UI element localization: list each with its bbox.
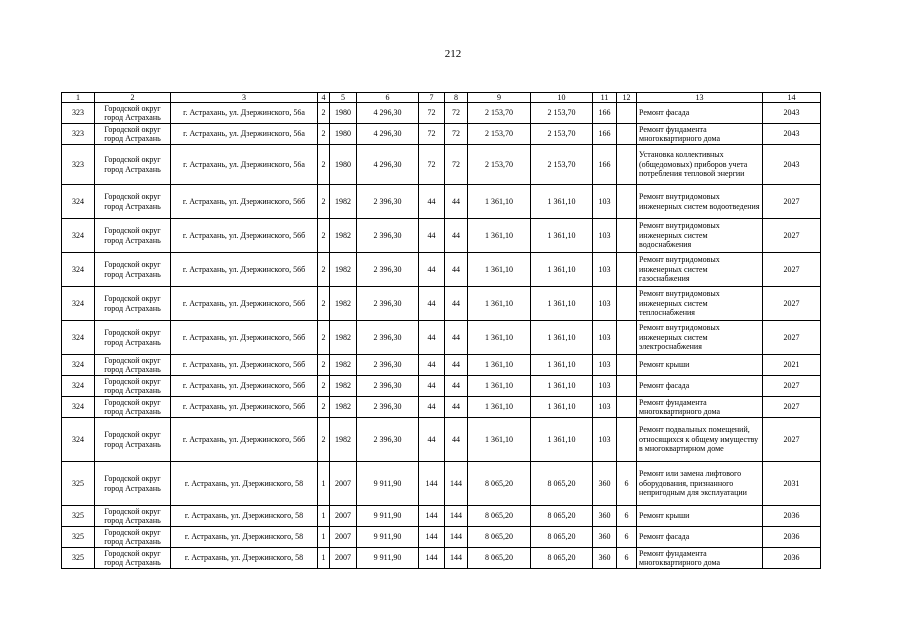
cell-planned-year: 2043 xyxy=(763,124,821,145)
cell-work-type: Ремонт фундамента многоквартирного дома xyxy=(637,124,763,145)
cell-municipality: Городской округ город Астрахань xyxy=(95,527,171,548)
cell-municipality: Городской округ город Астрахань xyxy=(95,462,171,506)
column-number-3: 3 xyxy=(171,93,318,103)
cell-work-type: Ремонт фундамента многоквартирного дома xyxy=(637,397,763,418)
cell-apartments-residential: 44 xyxy=(445,219,468,253)
table-row xyxy=(62,527,821,548)
cell-residents: 103 xyxy=(593,355,617,376)
cell-planned-year: 2027 xyxy=(763,253,821,287)
cell-floors: 2 xyxy=(318,103,330,124)
cell-address: г. Астрахань, ул. Дзержинского, 58 xyxy=(171,506,318,527)
cell-municipality: Городской округ город Астрахань xyxy=(95,145,171,185)
cell-lifts xyxy=(617,253,637,287)
cell-address: г. Астрахань, ул. Дзержинского, 56б xyxy=(171,355,318,376)
cell-lifts xyxy=(617,287,637,321)
cell-work-type: Ремонт внутридомовых инженерных систем теплоснабжения xyxy=(637,287,763,321)
cell-lifts xyxy=(617,103,637,124)
cell-municipality: Городской округ город Астрахань xyxy=(95,219,171,253)
cell-residential-area: 8 065,20 xyxy=(468,527,531,548)
cell-residents: 103 xyxy=(593,376,617,397)
cell-owned-area: 8 065,20 xyxy=(531,462,593,506)
cell-apartments-total: 44 xyxy=(419,253,445,287)
cell-apartments-residential: 144 xyxy=(445,506,468,527)
cell-apartments-residential: 44 xyxy=(445,376,468,397)
cell-floors: 2 xyxy=(318,185,330,219)
cell-municipality: Городской округ город Астрахань xyxy=(95,103,171,124)
cell-municipality: Городской округ город Астрахань xyxy=(95,397,171,418)
cell-address: г. Астрахань, ул. Дзержинского, 56б xyxy=(171,253,318,287)
cell-floors: 1 xyxy=(318,527,330,548)
cell-row-id: 324 xyxy=(62,355,95,376)
cell-owned-area: 1 361,10 xyxy=(531,355,593,376)
cell-lifts xyxy=(617,219,637,253)
cell-planned-year: 2027 xyxy=(763,418,821,462)
cell-address: г. Астрахань, ул. Дзержинского, 56а xyxy=(171,145,318,185)
cell-residents: 360 xyxy=(593,527,617,548)
cell-total-area: 2 396,30 xyxy=(357,287,419,321)
table-row xyxy=(62,185,821,219)
cell-total-area: 2 396,30 xyxy=(357,418,419,462)
cell-apartments-residential: 72 xyxy=(445,124,468,145)
cell-total-area: 9 911,90 xyxy=(357,462,419,506)
column-number-10: 10 xyxy=(531,93,593,103)
cell-municipality: Городской округ город Астрахань xyxy=(95,376,171,397)
table-row xyxy=(62,506,821,527)
cell-lifts: 6 xyxy=(617,506,637,527)
cell-floors: 2 xyxy=(318,145,330,185)
cell-planned-year: 2027 xyxy=(763,321,821,355)
cell-apartments-total: 72 xyxy=(419,103,445,124)
cell-apartments-residential: 144 xyxy=(445,548,468,569)
cell-residential-area: 1 361,10 xyxy=(468,287,531,321)
cell-lifts: 6 xyxy=(617,462,637,506)
cell-municipality: Городской округ город Астрахань xyxy=(95,355,171,376)
column-number-5: 5 xyxy=(330,93,357,103)
table-row xyxy=(62,321,821,355)
cell-row-id: 324 xyxy=(62,185,95,219)
cell-apartments-residential: 44 xyxy=(445,321,468,355)
cell-apartments-total: 44 xyxy=(419,397,445,418)
cell-work-type: Ремонт внутридомовых инженерных систем электроснабжения xyxy=(637,321,763,355)
cell-planned-year: 2036 xyxy=(763,548,821,569)
column-number-12: 12 xyxy=(617,93,637,103)
column-number-8: 8 xyxy=(445,93,468,103)
cell-floors: 2 xyxy=(318,397,330,418)
cell-planned-year: 2043 xyxy=(763,145,821,185)
cell-work-type: Ремонт крыши xyxy=(637,355,763,376)
cell-address: г. Астрахань, ул. Дзержинского, 58 xyxy=(171,548,318,569)
cell-row-id: 324 xyxy=(62,376,95,397)
cell-municipality: Городской округ город Астрахань xyxy=(95,124,171,145)
cell-total-area: 2 396,30 xyxy=(357,397,419,418)
cell-residents: 166 xyxy=(593,124,617,145)
cell-work-type: Установка коллективных (общедомовых) приборов учета потребления тепловой энергии xyxy=(637,145,763,185)
cell-residents: 103 xyxy=(593,185,617,219)
cell-total-area: 2 396,30 xyxy=(357,355,419,376)
cell-planned-year: 2036 xyxy=(763,506,821,527)
table-row xyxy=(62,253,821,287)
cell-address: г. Астрахань, ул. Дзержинского, 56б xyxy=(171,321,318,355)
cell-row-id: 324 xyxy=(62,397,95,418)
cell-floors: 2 xyxy=(318,219,330,253)
cell-apartments-residential: 44 xyxy=(445,397,468,418)
cell-row-id: 324 xyxy=(62,418,95,462)
cell-owned-area: 2 153,70 xyxy=(531,145,593,185)
table-row xyxy=(62,397,821,418)
cell-residents: 360 xyxy=(593,548,617,569)
column-number-row xyxy=(62,93,821,103)
cell-municipality: Городской округ город Астрахань xyxy=(95,548,171,569)
column-number-4: 4 xyxy=(318,93,330,103)
cell-owned-area: 1 361,10 xyxy=(531,418,593,462)
cell-planned-year: 2027 xyxy=(763,185,821,219)
cell-residents: 103 xyxy=(593,397,617,418)
cell-planned-year: 2027 xyxy=(763,376,821,397)
cell-work-type: Ремонт внутридомовых инженерных систем водоснабжения xyxy=(637,219,763,253)
column-number-13: 13 xyxy=(637,93,763,103)
cell-total-area: 2 396,30 xyxy=(357,321,419,355)
cell-floors: 2 xyxy=(318,287,330,321)
cell-total-area: 4 296,30 xyxy=(357,145,419,185)
cell-floors: 2 xyxy=(318,418,330,462)
table-row xyxy=(62,103,821,124)
cell-apartments-residential: 44 xyxy=(445,418,468,462)
table-body xyxy=(62,93,821,569)
column-number-11: 11 xyxy=(593,93,617,103)
cell-apartments-residential: 44 xyxy=(445,185,468,219)
cell-total-area: 9 911,90 xyxy=(357,506,419,527)
table-row xyxy=(62,287,821,321)
cell-floors: 1 xyxy=(318,462,330,506)
cell-lifts xyxy=(617,376,637,397)
cell-residential-area: 1 361,10 xyxy=(468,376,531,397)
cell-lifts xyxy=(617,124,637,145)
cell-residents: 103 xyxy=(593,287,617,321)
cell-floors: 2 xyxy=(318,321,330,355)
cell-residents: 166 xyxy=(593,103,617,124)
cell-row-id: 325 xyxy=(62,527,95,548)
cell-total-area: 2 396,30 xyxy=(357,376,419,397)
cell-residential-area: 8 065,20 xyxy=(468,462,531,506)
cell-floors: 2 xyxy=(318,376,330,397)
cell-apartments-residential: 144 xyxy=(445,527,468,548)
column-number-6: 6 xyxy=(357,93,419,103)
cell-planned-year: 2043 xyxy=(763,103,821,124)
cell-row-id: 323 xyxy=(62,103,95,124)
cell-owned-area: 1 361,10 xyxy=(531,321,593,355)
cell-year-built: 1982 xyxy=(330,376,357,397)
cell-floors: 2 xyxy=(318,355,330,376)
cell-address: г. Астрахань, ул. Дзержинского, 56б xyxy=(171,418,318,462)
column-number-1: 1 xyxy=(62,93,95,103)
cell-lifts xyxy=(617,355,637,376)
cell-planned-year: 2021 xyxy=(763,355,821,376)
cell-year-built: 2007 xyxy=(330,548,357,569)
cell-planned-year: 2027 xyxy=(763,287,821,321)
cell-apartments-total: 144 xyxy=(419,506,445,527)
cell-owned-area: 1 361,10 xyxy=(531,376,593,397)
cell-municipality: Городской округ город Астрахань xyxy=(95,506,171,527)
column-number-14: 14 xyxy=(763,93,821,103)
cell-work-type: Ремонт внутридомовых инженерных систем газоснабжения xyxy=(637,253,763,287)
cell-floors: 1 xyxy=(318,506,330,527)
column-number-9: 9 xyxy=(468,93,531,103)
cell-residents: 103 xyxy=(593,219,617,253)
cell-year-built: 2007 xyxy=(330,506,357,527)
cell-row-id: 324 xyxy=(62,287,95,321)
cell-work-type: Ремонт крыши xyxy=(637,506,763,527)
cell-address: г. Астрахань, ул. Дзержинского, 58 xyxy=(171,527,318,548)
cell-owned-area: 8 065,20 xyxy=(531,548,593,569)
cell-lifts: 6 xyxy=(617,527,637,548)
cell-apartments-residential: 72 xyxy=(445,145,468,185)
cell-residents: 103 xyxy=(593,321,617,355)
cell-residents: 360 xyxy=(593,462,617,506)
cell-residential-area: 1 361,10 xyxy=(468,355,531,376)
cell-residential-area: 1 361,10 xyxy=(468,253,531,287)
cell-apartments-residential: 44 xyxy=(445,355,468,376)
cell-work-type: Ремонт фасада xyxy=(637,376,763,397)
cell-year-built: 1982 xyxy=(330,397,357,418)
cell-address: г. Астрахань, ул. Дзержинского, 56б xyxy=(171,219,318,253)
cell-residents: 360 xyxy=(593,506,617,527)
cell-work-type: Ремонт подвальных помещений, относящихся к общему имуществу в многоквартирном доме xyxy=(637,418,763,462)
cell-address: г. Астрахань, ул. Дзержинского, 58 xyxy=(171,462,318,506)
cell-total-area: 4 296,30 xyxy=(357,103,419,124)
table-row xyxy=(62,145,821,185)
cell-municipality: Городской округ город Астрахань xyxy=(95,253,171,287)
cell-owned-area: 1 361,10 xyxy=(531,185,593,219)
table-row xyxy=(62,355,821,376)
cell-apartments-total: 44 xyxy=(419,321,445,355)
cell-row-id: 325 xyxy=(62,548,95,569)
register-table xyxy=(61,92,821,569)
table-row xyxy=(62,124,821,145)
cell-residential-area: 1 361,10 xyxy=(468,321,531,355)
cell-address: г. Астрахань, ул. Дзержинского, 56а xyxy=(171,103,318,124)
cell-year-built: 1980 xyxy=(330,103,357,124)
cell-lifts xyxy=(617,397,637,418)
cell-floors: 2 xyxy=(318,124,330,145)
cell-row-id: 323 xyxy=(62,124,95,145)
cell-owned-area: 1 361,10 xyxy=(531,397,593,418)
cell-owned-area: 8 065,20 xyxy=(531,506,593,527)
cell-residential-area: 2 153,70 xyxy=(468,145,531,185)
cell-lifts xyxy=(617,321,637,355)
cell-floors: 1 xyxy=(318,548,330,569)
cell-apartments-residential: 72 xyxy=(445,103,468,124)
table-row xyxy=(62,548,821,569)
cell-planned-year: 2036 xyxy=(763,527,821,548)
cell-residential-area: 1 361,10 xyxy=(468,397,531,418)
cell-total-area: 9 911,90 xyxy=(357,548,419,569)
cell-year-built: 1982 xyxy=(330,355,357,376)
cell-lifts xyxy=(617,185,637,219)
cell-address: г. Астрахань, ул. Дзержинского, 56б xyxy=(171,185,318,219)
cell-owned-area: 1 361,10 xyxy=(531,219,593,253)
cell-apartments-residential: 44 xyxy=(445,253,468,287)
cell-address: г. Астрахань, ул. Дзержинского, 56б xyxy=(171,287,318,321)
cell-apartments-total: 72 xyxy=(419,145,445,185)
cell-apartments-total: 44 xyxy=(419,376,445,397)
cell-address: г. Астрахань, ул. Дзержинского, 56а xyxy=(171,124,318,145)
cell-address: г. Астрахань, ул. Дзержинского, 56б xyxy=(171,397,318,418)
cell-total-area: 2 396,30 xyxy=(357,253,419,287)
cell-row-id: 325 xyxy=(62,462,95,506)
cell-work-type: Ремонт или замена лифтового оборудования, признанного непригодным для эксплуатации xyxy=(637,462,763,506)
cell-apartments-total: 72 xyxy=(419,124,445,145)
cell-lifts: 6 xyxy=(617,548,637,569)
cell-row-id: 325 xyxy=(62,506,95,527)
cell-owned-area: 1 361,10 xyxy=(531,253,593,287)
cell-apartments-total: 44 xyxy=(419,418,445,462)
cell-apartments-total: 44 xyxy=(419,185,445,219)
cell-year-built: 1982 xyxy=(330,287,357,321)
cell-year-built: 1982 xyxy=(330,321,357,355)
cell-owned-area: 8 065,20 xyxy=(531,527,593,548)
cell-residential-area: 8 065,20 xyxy=(468,548,531,569)
cell-municipality: Городской округ город Астрахань xyxy=(95,321,171,355)
cell-row-id: 324 xyxy=(62,321,95,355)
cell-municipality: Городской округ город Астрахань xyxy=(95,287,171,321)
cell-apartments-residential: 144 xyxy=(445,462,468,506)
cell-year-built: 1980 xyxy=(330,124,357,145)
cell-apartments-total: 44 xyxy=(419,355,445,376)
cell-planned-year: 2027 xyxy=(763,397,821,418)
cell-year-built: 1982 xyxy=(330,219,357,253)
cell-address: г. Астрахань, ул. Дзержинского, 56б xyxy=(171,376,318,397)
cell-residential-area: 8 065,20 xyxy=(468,506,531,527)
cell-year-built: 2007 xyxy=(330,527,357,548)
cell-residents: 166 xyxy=(593,145,617,185)
cell-owned-area: 2 153,70 xyxy=(531,103,593,124)
cell-apartments-total: 144 xyxy=(419,527,445,548)
cell-row-id: 324 xyxy=(62,219,95,253)
cell-residents: 103 xyxy=(593,418,617,462)
cell-year-built: 1980 xyxy=(330,145,357,185)
table-row xyxy=(62,418,821,462)
cell-total-area: 2 396,30 xyxy=(357,219,419,253)
cell-lifts xyxy=(617,418,637,462)
cell-floors: 2 xyxy=(318,253,330,287)
cell-municipality: Городской округ город Астрахань xyxy=(95,185,171,219)
cell-work-type: Ремонт фасада xyxy=(637,527,763,548)
cell-row-id: 324 xyxy=(62,253,95,287)
cell-lifts xyxy=(617,145,637,185)
table-row xyxy=(62,219,821,253)
cell-residential-area: 1 361,10 xyxy=(468,418,531,462)
cell-owned-area: 1 361,10 xyxy=(531,287,593,321)
cell-apartments-total: 144 xyxy=(419,548,445,569)
cell-year-built: 1982 xyxy=(330,253,357,287)
cell-work-type: Ремонт фасада xyxy=(637,103,763,124)
cell-year-built: 2007 xyxy=(330,462,357,506)
column-number-2: 2 xyxy=(95,93,171,103)
cell-year-built: 1982 xyxy=(330,418,357,462)
cell-work-type: Ремонт внутридомовых инженерных систем водоотведения xyxy=(637,185,763,219)
cell-total-area: 4 296,30 xyxy=(357,124,419,145)
cell-apartments-total: 144 xyxy=(419,462,445,506)
cell-year-built: 1982 xyxy=(330,185,357,219)
cell-planned-year: 2031 xyxy=(763,462,821,506)
cell-apartments-residential: 44 xyxy=(445,287,468,321)
cell-work-type: Ремонт фундамента многоквартирного дома xyxy=(637,548,763,569)
cell-planned-year: 2027 xyxy=(763,219,821,253)
cell-municipality: Городской округ город Астрахань xyxy=(95,418,171,462)
page-number: 212 xyxy=(444,48,462,60)
table-row xyxy=(62,462,821,506)
cell-total-area: 9 911,90 xyxy=(357,527,419,548)
cell-residential-area: 2 153,70 xyxy=(468,103,531,124)
cell-total-area: 2 396,30 xyxy=(357,185,419,219)
column-number-7: 7 xyxy=(419,93,445,103)
cell-apartments-total: 44 xyxy=(419,219,445,253)
cell-residential-area: 1 361,10 xyxy=(468,219,531,253)
cell-residents: 103 xyxy=(593,253,617,287)
table-row xyxy=(62,376,821,397)
cell-owned-area: 2 153,70 xyxy=(531,124,593,145)
cell-apartments-total: 44 xyxy=(419,287,445,321)
cell-row-id: 323 xyxy=(62,145,95,185)
cell-residential-area: 2 153,70 xyxy=(468,124,531,145)
cell-residential-area: 1 361,10 xyxy=(468,185,531,219)
